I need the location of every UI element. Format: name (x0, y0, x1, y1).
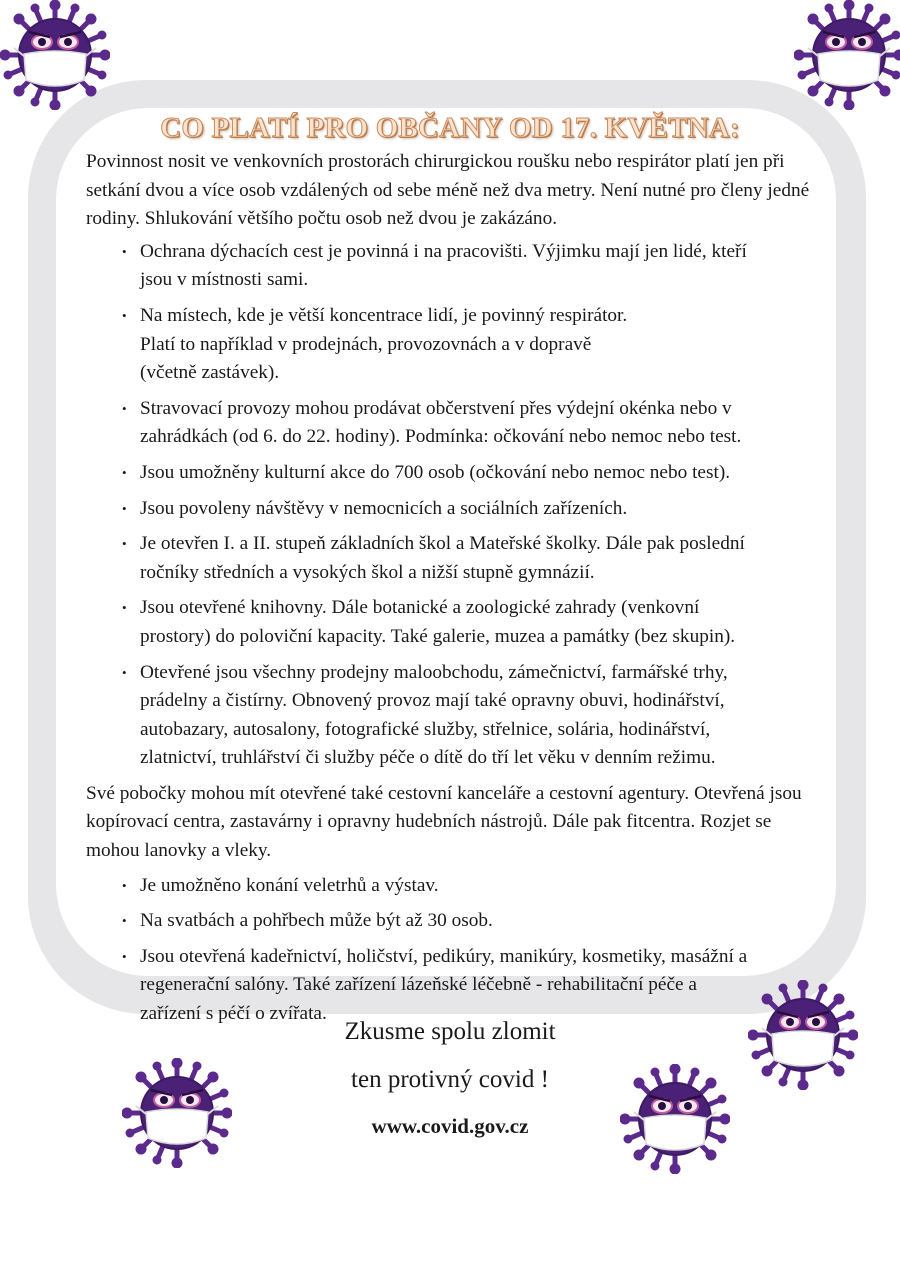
bullet-line: Jsou povoleny návštěvy v nemocnicích a sociálních zařízeních. (140, 497, 628, 519)
bullet-icon: • (122, 400, 127, 416)
bullet-line: Jsou otevřená kadeřnictví, holičství, pedikúry, manikúry, kosmetiky, masážní a (140, 945, 748, 967)
bullet-line: Je otevřen I. a II. stupeň základních škol a Mateřské školky. Dále pak poslední (140, 533, 745, 555)
virus-mascot-icon (620, 1064, 730, 1174)
bullet-item (86, 302, 826, 388)
bullet-item (86, 907, 826, 936)
intro-line: Povinnost nosit ve venkovních prostorách chirurgickou roušku nebo respirátor platí (86, 151, 730, 172)
bullet-line: autobazary, autosalony, fotografické služby, střelnice, solária, hodinářství, (140, 718, 711, 740)
bullet-line: zlatnictví, truhlářství či služby péče o dítě do tří let věku v denním režimu. (140, 747, 716, 769)
bullet-line: Platí to například v prodejnách, provozovnách a v dopravě (140, 333, 592, 355)
bullet-item (86, 943, 826, 1029)
bullet-icon: • (122, 877, 127, 893)
bullet-line: zahrádkách (od 6. do 22. hodiny). Podmínka: očkování nebo nemoc nebo test. (140, 426, 742, 448)
bullet-icon: • (122, 664, 127, 680)
website-link[interactable]: www.covid.gov.cz (371, 1114, 529, 1138)
intro-line: jen při setkání dvou a více osob vzdálených od sebe méně než dva metry. Není nutné (86, 151, 785, 201)
bullet-icon: • (122, 243, 127, 259)
bullet-item (86, 395, 826, 452)
bullet-line: zařízení s péčí o zvířata. (140, 1003, 327, 1025)
bullet-line: prádelny a čistírny. Obnovený provoz mají také opravny obuvi, hodinářství, (140, 690, 725, 712)
bullet-line: Ochrana dýchacích cest je povinná i na pracovišti. Výjimku mají jen lidé, kteří (140, 240, 747, 262)
bullet-icon: • (122, 948, 127, 964)
bullet-line: Je umožněno konání veletrhů a výstav. (140, 874, 439, 896)
bullet-icon: • (122, 536, 127, 552)
bullet-line: Stravovací provozy mohou prodávat občerstvení přes výdejní okénka nebo v (140, 397, 732, 419)
bullet-icon: • (122, 464, 127, 480)
virus-mascot-icon (0, 0, 110, 110)
page-title: CO PLATÍ PRO OBČANY OD 17. KVĚTNA: (160, 112, 740, 144)
bullet-item (86, 530, 826, 587)
bullet-item (86, 238, 826, 295)
slogan-line-1: Zkusme spolu zlomit (344, 1018, 556, 1045)
bullet-item (86, 872, 826, 901)
slogan-line-2: ten protivný covid ! (351, 1066, 549, 1093)
bullet-item (86, 594, 826, 651)
middle-line: Otevřená jsou kopírovací centra, zastavárny i opravny hudebních nástrojů. Dále pak (86, 782, 802, 833)
virus-mascot-icon (794, 0, 900, 110)
bullet-item (86, 659, 826, 773)
bullet-line: Na místech, kde je větší koncentrace lidí, je povinný respirátor. (140, 304, 628, 326)
bullet-item (86, 495, 826, 524)
bullet-line: Otevřené jsou všechny prodejny maloobchodu, zámečnictví, farmářské trhy, (140, 661, 728, 683)
rules-list (86, 238, 826, 773)
bullet-line: ročníky středních a vysokých škol a nižší stupně gymnázií. (140, 561, 595, 583)
intro-paragraph (86, 148, 826, 234)
middle-paragraph (86, 780, 826, 866)
middle-line: Své pobočky mohou mít otevřené také cestovní kanceláře a cestovní agentury. (86, 782, 690, 804)
bullet-icon: • (122, 600, 127, 616)
bullet-line: Na svatbách a pohřbech může být až 30 osob. (140, 910, 493, 932)
bullet-line: Jsou umožněny kulturní akce do 700 osob (očkování nebo nemoc nebo test). (140, 461, 731, 483)
bullet-icon: • (122, 913, 127, 929)
content-body (86, 148, 826, 1036)
middle-line: fitcentra. Rozjet se mohou lanovky a vleky. (86, 811, 772, 862)
virus-mascot-icon (122, 1058, 232, 1168)
bullet-line: regenerační salóny. Také zařízení lázeňské léčebně - rehabilitační péče a (140, 974, 697, 996)
bullet-item (86, 459, 826, 488)
bullet-line: (včetně zastávek). (140, 362, 280, 384)
rules-list-2 (86, 872, 826, 1029)
bullet-icon: • (122, 307, 127, 323)
intro-line: pro členy jedné rodiny. Shlukování většího počtu osob než dvou je zakázáno. (86, 179, 810, 230)
bullet-line: jsou v místnosti sami. (140, 269, 309, 291)
bullet-icon: • (122, 500, 127, 516)
bullet-line: prostory) do poloviční kapacity. Také galerie, muzea a památky (bez skupin). (140, 625, 736, 647)
bullet-line: Jsou otevřené knihovny. Dále botanické a zoologické zahrady (venkovní (140, 597, 700, 619)
virus-mascot-icon (748, 980, 858, 1090)
